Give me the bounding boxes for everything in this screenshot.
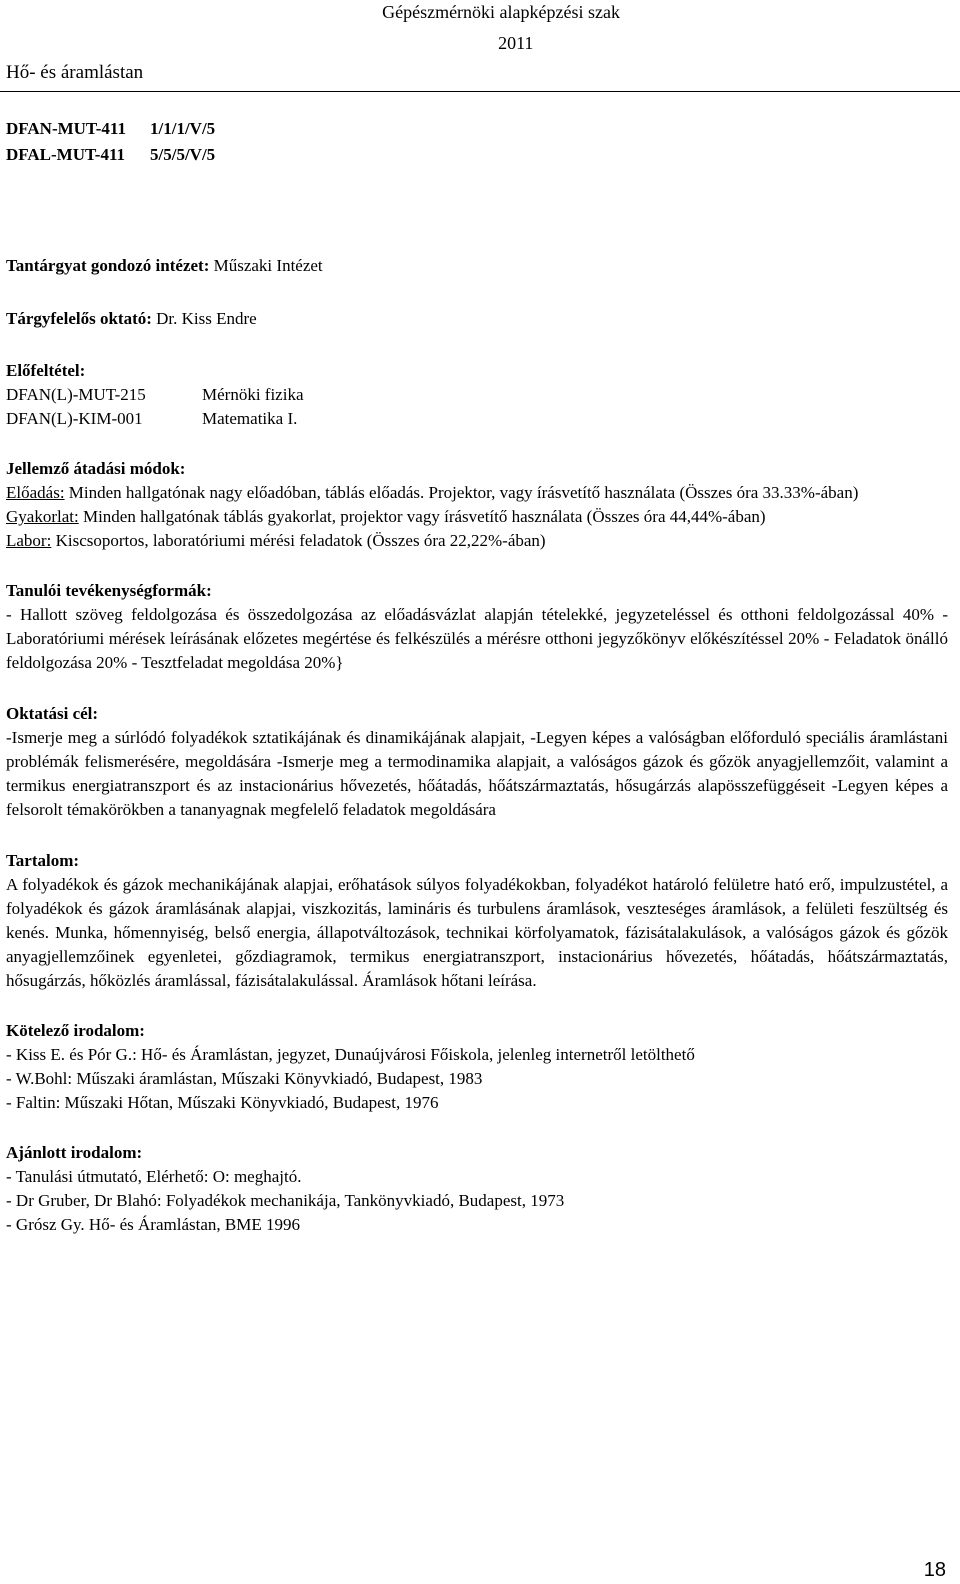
literature-item: - Dr Gruber, Dr Blahó: Folyadékok mechanikája, Tankönyvkiadó, Budapest, 1973 [6,1191,565,1210]
course-codes [6,116,948,168]
delivery-label: Jellemző átadási módok: [6,459,186,478]
prerequisite-name: Matematika I. [202,409,298,428]
practice-label: Gyakorlat: [6,507,79,526]
practice-text: Minden hallgatónak táblás gyakorlat, projektor vagy írásvetítő használata (Összes óra 44,44%-ában) [82,507,766,526]
instructor-line [6,307,948,331]
lab-text: Kiscsoportos, laboratóriumi mérési feladatok (Összes óra 22,22%-ában) [55,531,546,550]
literature-item: - Tanulási útmutató, Elérhető: O: meghajtó. [6,1167,302,1186]
course-code-row [6,116,948,142]
content-section [6,849,948,993]
required-literature-section [6,1019,948,1115]
prerequisite-code: DFAN(L)-KIM-001 [6,409,143,428]
prerequisites-label: Előfeltétel: [6,361,86,380]
course-code: DFAN-MUT-411 [6,119,126,138]
course-description [6,116,948,1237]
course-hours: 1/1/1/V/5 [150,119,216,138]
delivery-lab [6,529,948,553]
subject-title: Hő- és áramlástan [6,62,144,83]
delivery-lecture [6,481,948,505]
header-program-block [382,0,620,53]
course-code-row [6,142,948,168]
prerequisite-item [6,407,948,431]
institute-label: Tantárgyat gondozó intézet: [6,256,210,275]
instructor-value: Dr. Kiss Endre [156,309,257,328]
institute-value: Műszaki Intézet [213,256,323,275]
prerequisite-item [6,383,948,407]
institute-line [6,254,948,278]
activities-label: Tanulói tevékenységformák: [6,581,212,600]
course-hours: 5/5/5/V/5 [150,145,216,164]
literature-item: - Faltin: Műszaki Hőtan, Műszaki Könyvkiadó, Budapest, 1976 [6,1093,439,1112]
goal-section [6,702,948,822]
year: 2011 [498,33,534,53]
delivery-section [6,457,948,553]
literature-item: - W.Bohl: Műszaki áramlástan, Műszaki Könyvkiadó, Budapest, 1983 [6,1069,483,1088]
prerequisite-name: Mérnöki fizika [202,385,304,404]
activities-section [6,579,948,675]
lecture-label: Előadás: [6,483,65,502]
recommended-literature-label: Ajánlott irodalom: [6,1143,143,1162]
header-divider [0,91,960,92]
prerequisites-section [6,359,948,431]
recommended-literature-section [6,1141,948,1237]
literature-item: - Kiss E. és Pór G.: Hő- és Áramlástan, jegyzet, Dunaújvárosi Főiskola, jelenleg internetről letölthető [6,1045,695,1064]
lecture-text: Minden hallgatónak nagy előadóban, táblás előadás. Projektor, vagy írásvetítő használata (Összes óra 33.33%-ában) [68,483,859,502]
prerequisite-code: DFAN(L)-MUT-215 [6,385,146,404]
lab-label: Labor: [6,531,52,550]
literature-item: - Grósz Gy. Hő- és Áramlástan, BME 1996 [6,1215,300,1234]
content-label: Tartalom: [6,851,80,870]
required-literature-label: Kötelező irodalom: [6,1021,145,1040]
course-code: DFAL-MUT-411 [6,145,125,164]
goal-label: Oktatási cél: [6,704,99,723]
program-name: Gépészmérnöki alapképzési szak [382,2,620,22]
page-number: 18 [923,1559,946,1581]
instructor-label: Tárgyfelelős oktató: [6,309,152,328]
activities-text: - Hallott szöveg feldolgozása és összedolgozása az előadásvázlat alapján tételekké, jegyzeteléssel és otthoni feldolgozással 40% - Laboratóriumi mérések leírásának előzetes megértése és felkészülés a mérésre otthoni jegyzőkönyv előkészítéssel 20% - Feladatok önálló feldolgozása 20% - Tesztfeladat megoldása 20%} [6,605,948,672]
goal-text: -Ismerje meg a súrlódó folyadékok sztatikájának és dinamikájának alapjait, -Legyen képes a valóságban előforduló speciális áramlástani problémák felismerésére, megoldására -Ismerje meg a termodinamika alapjait, a valóságos gázok és gőzök anyagjellemzőit, valamint a termikus energiatranszport és az instacionárius hővezetés, hőátadás, hőátszármaztatás, hősugárzás alapösszefüggéseit -Legyen képes a felsorolt témakörökben a tananyagnak megfelelő feladatok megoldására [6,728,948,819]
delivery-practice [6,505,948,529]
content-text: A folyadékok és gázok mechanikájának alapjai, erőhatások súlyos folyadékokban, folyadékot határoló felületre ható erő, impulzustétel, a folyadékok és gázok áramlásának alapjai, viszkozitás, lamináris és turbulens áramlások, veszteséges áramlások, a felületi feszültség és kenés. Munka, hőmennyiség, belső energia, állapotváltozások, technikai körfolyamatok, fázisátalakulások, a valóságos gázok és gőzök anyagjellemzőinek egyenletei, gőzdiagramok, termikus energiatranszport, instacionárius hővezetés, hőátadás, hőátszármaztatás, hősugárzás, hőközlés áramlással, fázisátalakulással. Áramlások hőtani leírása. [6,875,948,990]
